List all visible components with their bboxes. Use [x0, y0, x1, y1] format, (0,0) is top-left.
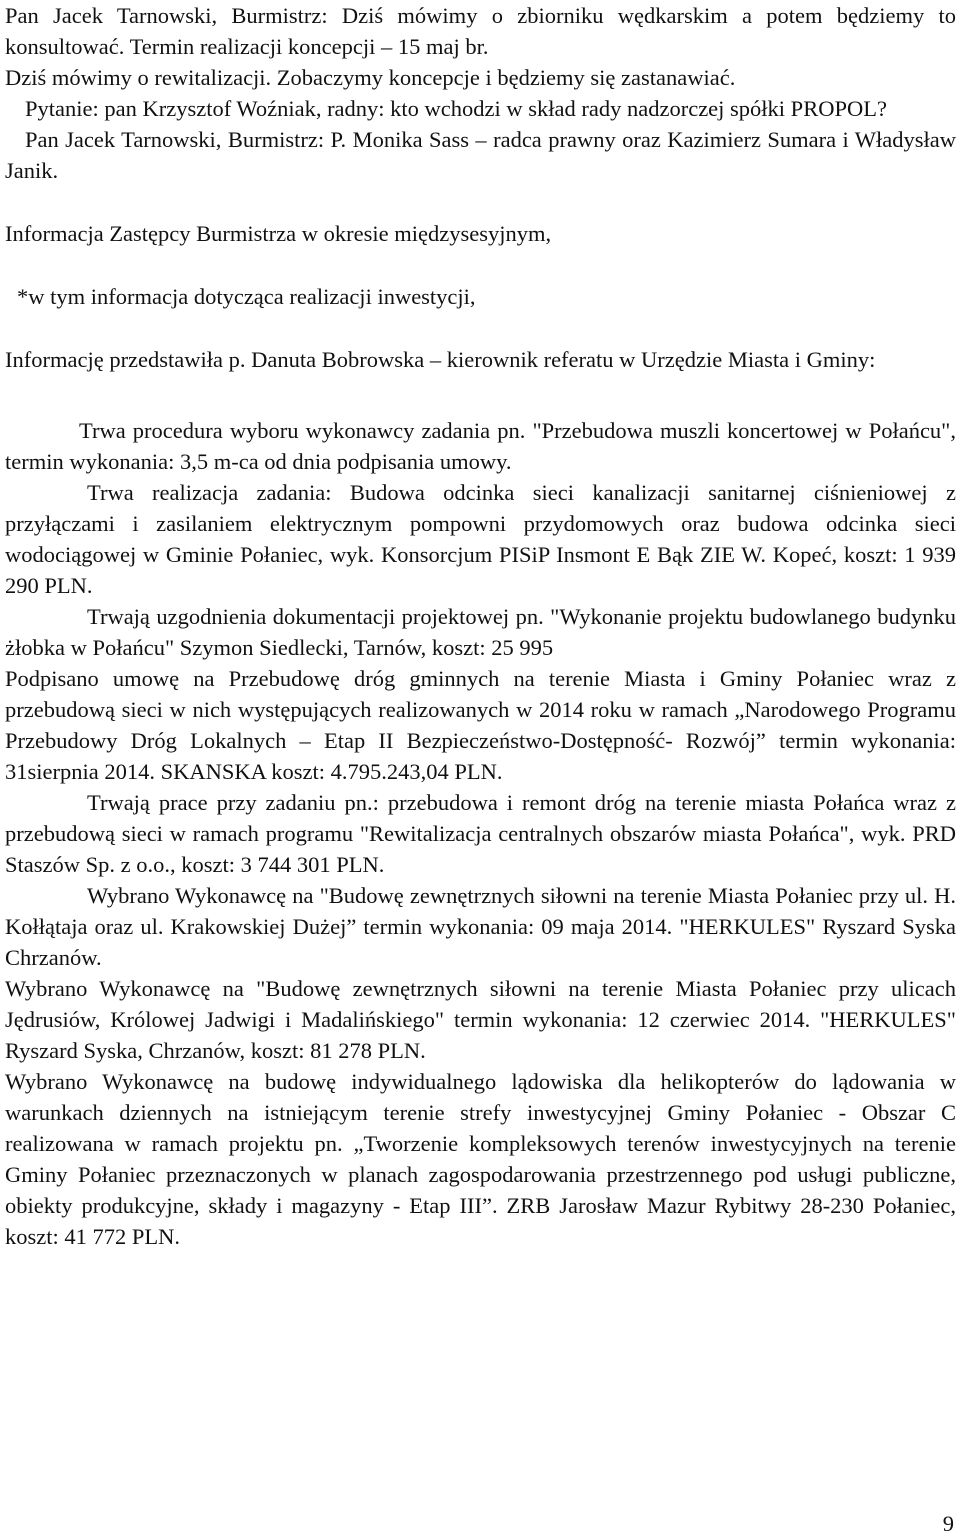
paragraph-muszla-koncertowa: Trwa procedura wyboru wykonawcy zadania pn. "Przebudowa muszli koncertowej w Połańcu", termin wykonania: 3,5 m-ca od dnia podpisania umowy.	[5, 418, 956, 474]
paragraph-odpowiedz-burmistrz: Pan Jacek Tarnowski, Burmistrz: P. Monika Sass – radca prawny oraz Kazimierz Sumara i Władysław Janik.	[5, 127, 956, 183]
paragraph-zlobek: Trwają uzgodnienia dokumentacji projektowej pn. "Wykonanie projektu budowlanego budynku żłobka w Połańcu" Szymon Siedlecki, Tarnów, koszt: 25 995	[5, 604, 956, 660]
paragraph-informacja-zastepcy: Informacja Zastępcy Burmistrza w okresie międzysesyjnym,	[5, 221, 552, 246]
paragraph-drogi-gminne: Podpisano umowę na Przebudowę dróg gminnych na terenie Miasta i Gminy Połaniec wraz z przebudową sieci w nich występujących realizowanych w 2014 roku w ramach „Narodowego Programu Przebudowy Dróg Lokalnych – Etap II Bezpieczeństwo-Dostępność- Rozwój” termin wykonania: 31sierpnia 2014. SKANSKA koszt: 4.795.243,04 PLN.	[5, 666, 956, 784]
paragraph-remont-drog: Trwają prace przy zadaniu pn.: przebudowa i remont dróg na terenie miasta Połańca wraz z przebudową sieci w ramach programu "Rewitalizacja centralnych obszarów miasta Połańca", wyk. PRD Staszów Sp. z o.o., koszt: 3 744 301 PLN.	[5, 790, 956, 877]
paragraph-pytanie-radny: Pytanie: pan Krzysztof Woźniak, radny: kto wchodzi w skład rady nadzorczej spółki PROPOL?	[25, 96, 887, 121]
paragraph-kanalizacja: Trwa realizacja zadania: Budowa odcinka sieci kanalizacji sanitarnej ciśnieniowej z przyłączami i zasilaniem elektrycznym pompowni przydomowych oraz budowa odcinka sieci wodociągowej w Gminie Połaniec, wyk. Konsorcjum PISiP Insmont E Bąk ZIE W. Kopeć, koszt: 1 939 290 PLN.	[5, 480, 956, 598]
paragraph-ladowisko: Wybrano Wykonawcę na budowę indywidualnego lądowiska dla helikopterów do lądowania w warunkach dziennych na istniejącym terenie strefy inwestycyjnej Gminy Połaniec - Obszar C realizowana w ramach projektu pn. „Tworzenie kompleksowych terenów inwestycyjnych na terenie Gminy Połaniec przeznaczonych w planach zagospodarowania przestrzennego pod usługi publiczne, obiekty produkcyjne, składy i magazyny - Etap III”. ZRB Jarosław Mazur Rybitwy 28-230 Połaniec, koszt: 41 772 PLN.	[5, 1069, 956, 1249]
page-number: 9	[942, 1511, 954, 1536]
paragraph-silownie-kollataja: Wybrano Wykonawcę na "Budowę zewnętrznych siłowni na terenie Miasta Połaniec przy ul. H. Kołłątaja oraz ul. Krakowskiej Dużej” termin wykonania: 09 maja 2014. "HERKULES" Ryszard Syska Chrzanów.	[5, 883, 956, 970]
paragraph-burmistrz-zbiornik: Pan Jacek Tarnowski, Burmistrz: Dziś mówimy o zbiorniku wędkarskim a potem będziemy to konsultować. Termin realizacji koncepcji – 15 maj br.	[5, 3, 956, 59]
paragraph-silownie-jedrusiow: Wybrano Wykonawcę na "Budowę zewnętrznych siłowni na terenie Miasta Połaniec przy ulicach Jędrusiów, Królowej Jadwigi i Madalińskiego" termin wykonania: 12 czerwiec 2014. "HERKULES" Ryszard Syska, Chrzanów, koszt: 81 278 PLN.	[5, 976, 956, 1063]
paragraph-informacja-inwestycje: *w tym informacja dotycząca realizacji inwestycji,	[17, 284, 476, 309]
paragraph-rewitalizacja: Dziś mówimy o rewitalizacji. Zobaczymy koncepcje i będziemy się zastanawiać.	[5, 65, 736, 90]
paragraph-informacje-przedstawila: Informację przedstawiła p. Danuta Bobrowska – kierownik referatu w Urzędzie Miasta i Gminy:	[5, 347, 876, 372]
document-page	[5, 0, 956, 1252]
